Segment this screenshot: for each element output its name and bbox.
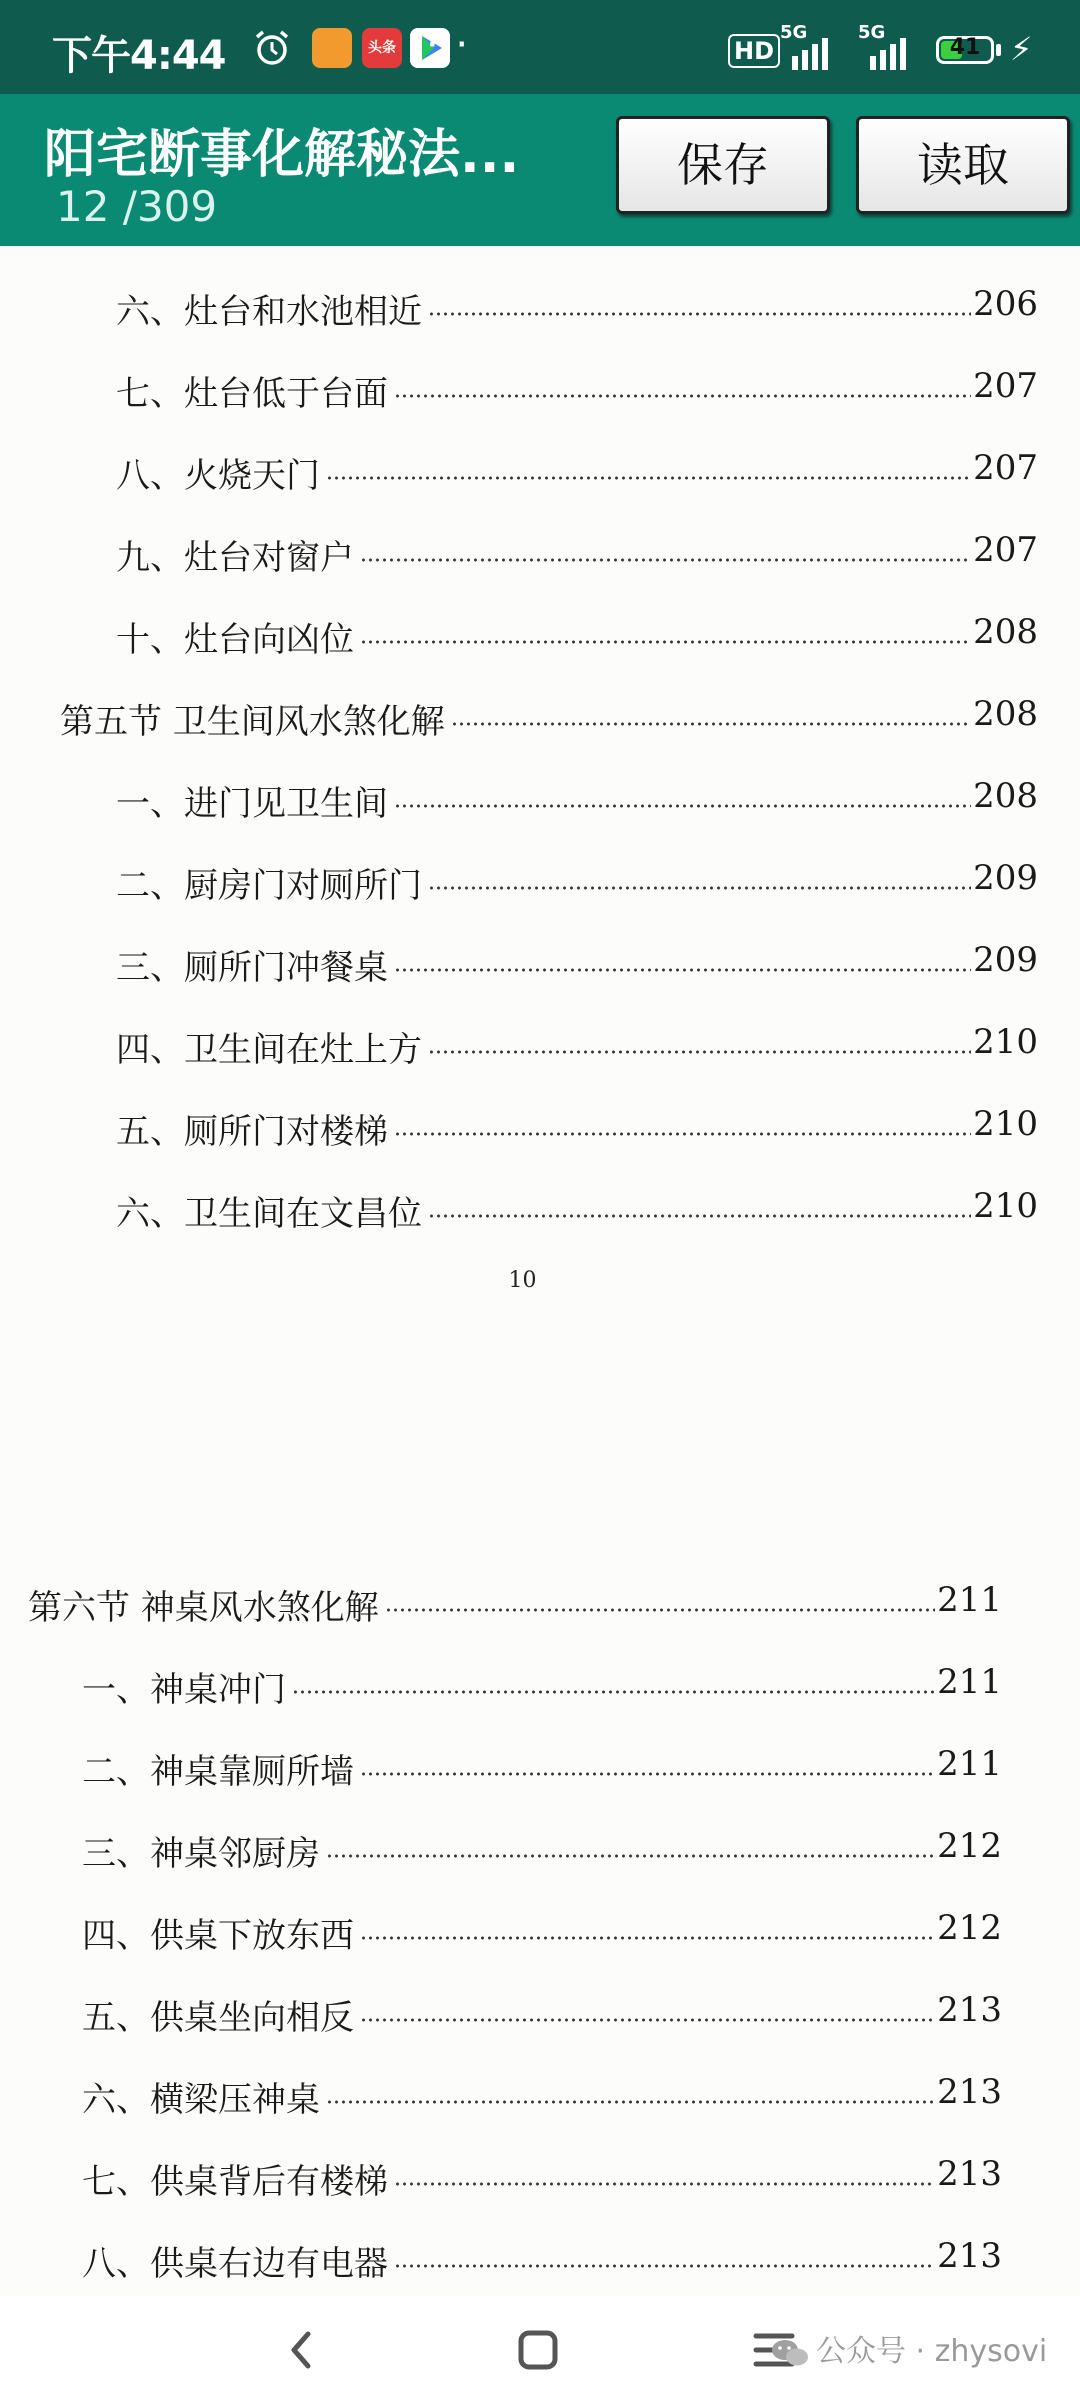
toc-entry-page: 211: [937, 1744, 1002, 1784]
toc-entry-title: 一、神桌冲门: [82, 1670, 286, 1710]
toc-dot-leader: [326, 1854, 935, 1858]
signal-strength-icon: [780, 22, 832, 70]
toc-entry-title: 六、灶台和水池相近: [116, 292, 422, 332]
toc-entry-page: 208: [973, 612, 1038, 652]
toc-entry: [0, 2136, 1080, 2216]
toc-entry-page: 206: [973, 284, 1038, 324]
toc-entry-title: 十、灶台向凶位: [116, 620, 354, 660]
toc-entry-title: 八、火烧天门: [116, 456, 320, 496]
signal-strength-icon-2: [858, 22, 910, 70]
toc-dot-leader: [326, 2100, 935, 2104]
toc-dot-leader: [360, 1772, 935, 1776]
network-type-label: 5G: [780, 22, 808, 43]
toc-entry-title: 第五节 卫生间风水煞化解: [60, 702, 445, 742]
app-notification-icon: [312, 28, 352, 68]
wechat-icon: [770, 2337, 810, 2369]
toc-entry-page: 211: [937, 1580, 1002, 1620]
book-title: 阳宅断事化解秘法...: [44, 125, 520, 185]
toc-entry: [0, 2054, 1080, 2134]
toc-entry-title: 四、供桌下放东西: [82, 1916, 354, 1956]
toc-dot-leader: [428, 1050, 971, 1054]
toc-entry-page: 209: [973, 940, 1038, 980]
toc-entry-title: 二、厨房门对厕所门: [116, 866, 422, 906]
toc-dot-leader: [394, 2182, 935, 2186]
toc-entry-page: 212: [937, 1908, 1002, 1948]
toc-dot-leader: [428, 1214, 971, 1218]
toc-entry: [0, 512, 1080, 592]
toc-entry-page: 207: [973, 448, 1038, 488]
document-page[interactable]: [0, 246, 1080, 2296]
toc-dot-leader: [292, 1690, 935, 1694]
toc-dot-leader: [360, 2018, 935, 2022]
watermark: [770, 2326, 1047, 2370]
toc-dot-leader: [394, 2264, 935, 2268]
more-notifications-icon: ···: [426, 22, 471, 68]
toc-dot-leader: [428, 886, 971, 890]
toc-entry: [0, 840, 1080, 920]
toc-entry-title: 八、供桌右边有电器: [82, 2244, 388, 2284]
toc-entry-title: 六、横梁压神桌: [82, 2080, 320, 2120]
toc-dot-leader: [394, 968, 971, 972]
toc-entry: [0, 1086, 1080, 1166]
toc-entry-title: 九、灶台对窗户: [116, 538, 354, 578]
back-icon[interactable]: [272, 2320, 332, 2380]
toc-entry-page: 211: [937, 1662, 1002, 1702]
toc-entry-title: 三、神桌邻厨房: [82, 1834, 320, 1874]
toc-entry-page: 212: [937, 1826, 1002, 1866]
save-button[interactable]: 保存: [616, 116, 830, 214]
page-indicator: 12 /309: [56, 182, 218, 231]
toc-entry-page: 210: [973, 1022, 1038, 1062]
toc-dot-leader: [326, 476, 971, 480]
toc-entry-title: 五、厕所门对楼梯: [116, 1112, 388, 1152]
watermark-text: 公众号 · zhysovi: [816, 2334, 1048, 2369]
toc-dot-leader: [451, 722, 971, 726]
toc-entry-title: 五、供桌坐向相反: [82, 1998, 354, 2038]
battery-icon: [936, 36, 994, 64]
toc-entry-title: 二、神桌靠厕所墙: [82, 1752, 354, 1792]
alarm-clock-icon: [252, 28, 292, 68]
toc-dot-leader: [394, 394, 971, 398]
toc-entry-title: 一、进门见卫生间: [116, 784, 388, 824]
toc-dot-leader: [428, 312, 971, 316]
toc-entry: [0, 1644, 1080, 1724]
battery-level: 41: [949, 35, 981, 60]
toc-entry: [0, 1168, 1080, 1248]
home-icon[interactable]: [508, 2320, 568, 2380]
toc-entry: [0, 1808, 1080, 1888]
toc-entry-page: 208: [973, 776, 1038, 816]
status-time: 下午4:44: [52, 33, 226, 79]
toc-entry-page: 208: [973, 694, 1038, 734]
charging-icon: ⚡: [1010, 30, 1033, 68]
toc-entry: [0, 2218, 1080, 2298]
page-number: 10: [508, 1268, 537, 1293]
toc-entry: [0, 266, 1080, 346]
toc-dot-leader: [394, 804, 971, 808]
read-button[interactable]: 读取: [856, 116, 1070, 214]
toc-entry-page: 210: [973, 1104, 1038, 1144]
toc-dot-leader: [360, 558, 971, 562]
toc-entry-page: 207: [973, 366, 1038, 406]
toc-entry-page: 207: [973, 530, 1038, 570]
reader-toolbar: [0, 94, 1080, 246]
toc-entry: [0, 594, 1080, 674]
toc-entry-page: 213: [937, 2236, 1002, 2276]
toc-entry: [0, 758, 1080, 838]
toc-entry: [0, 922, 1080, 1002]
status-bar: [0, 0, 1080, 94]
toc-entry-title: 第六节 神桌风水煞化解: [28, 1588, 379, 1628]
toc-entry-page: 213: [937, 2154, 1002, 2194]
toc-entry: [0, 1004, 1080, 1084]
toc-entry-page: 213: [937, 2072, 1002, 2112]
toc-entry-title: 七、供桌背后有楼梯: [82, 2162, 388, 2202]
network-type-label-2: 5G: [858, 22, 886, 43]
toutiao-notification-icon: 头条: [362, 28, 402, 68]
toc-dot-leader: [360, 640, 971, 644]
toc-entry: [0, 1890, 1080, 1970]
toc-entry-title: 四、卫生间在灶上方: [116, 1030, 422, 1070]
toc-entry: [0, 1972, 1080, 2052]
toc-dot-leader: [360, 1936, 935, 1940]
toc-entry-page: 209: [973, 858, 1038, 898]
toc-dot-leader: [385, 1608, 935, 1612]
toc-entry: [0, 676, 1080, 756]
toc-entry-page: 213: [937, 1990, 1002, 2030]
toc-entry: [0, 430, 1080, 510]
toc-entry: [0, 1562, 1080, 1642]
toc-dot-leader: [394, 1132, 971, 1136]
toc-entry-page: 210: [973, 1186, 1038, 1226]
toc-entry: [0, 348, 1080, 428]
toc-entry-title: 七、灶台低于台面: [116, 374, 388, 414]
toc-entry-title: 六、卫生间在文昌位: [116, 1194, 422, 1234]
toc-entry: [0, 1726, 1080, 1806]
hd-voice-icon: HD: [728, 34, 780, 68]
toc-entry-title: 三、厕所门冲餐桌: [116, 948, 388, 988]
